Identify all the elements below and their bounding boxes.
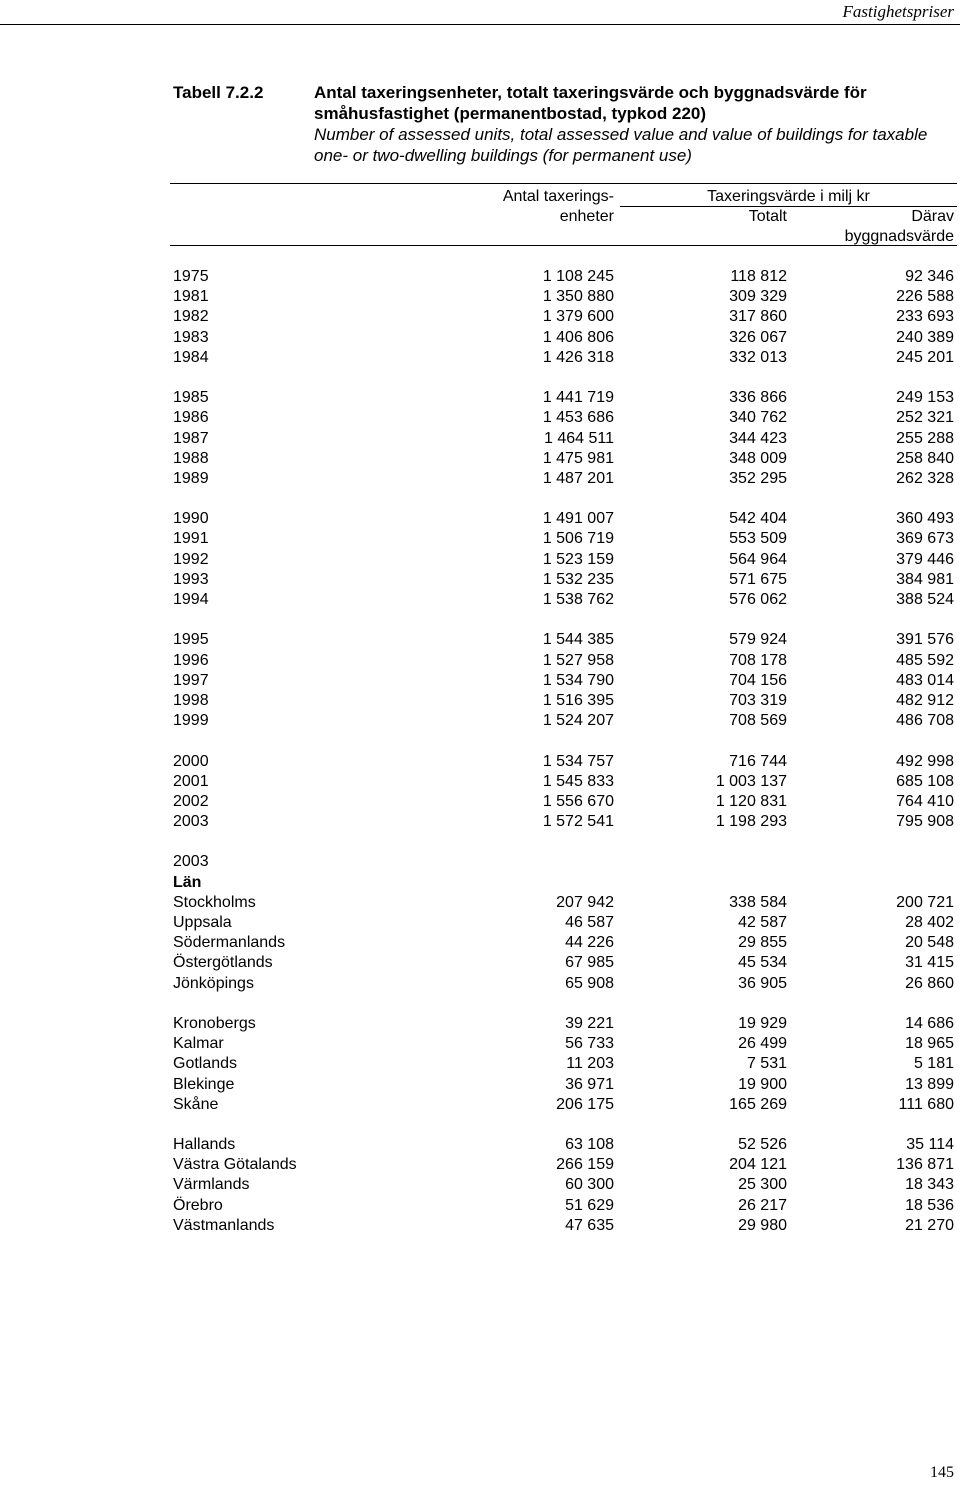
units-cell: 1 379 600 — [542, 308, 614, 326]
value-group-rule — [620, 206, 957, 207]
table-body — [0, 267, 960, 1236]
buildings-value-cell: 249 153 — [896, 389, 954, 407]
row-label: Län — [173, 873, 202, 891]
buildings-value-cell: 233 693 — [896, 308, 954, 326]
table-row — [0, 1075, 960, 1095]
units-cell: 63 108 — [565, 1136, 614, 1154]
table-row — [0, 893, 960, 913]
row-label: 1986 — [173, 409, 209, 427]
total-value-cell: 45 534 — [738, 954, 787, 972]
table-title — [314, 82, 959, 166]
table-row — [0, 388, 960, 408]
page-number: 145 — [930, 1464, 954, 1481]
row-label: 1996 — [173, 651, 209, 669]
row-label: 1989 — [173, 469, 209, 487]
row-label: Värmlands — [173, 1176, 250, 1194]
row-label: Stockholms — [173, 893, 256, 911]
table-row — [0, 408, 960, 428]
units-cell: 11 203 — [566, 1055, 614, 1073]
row-label: Blekinge — [173, 1075, 235, 1093]
table-row — [0, 469, 960, 489]
table-row — [0, 630, 960, 650]
total-value-cell: 118 812 — [730, 268, 787, 285]
units-cell: 44 226 — [565, 934, 614, 952]
units-cell: 46 587 — [565, 914, 614, 931]
row-label: 2002 — [173, 792, 209, 810]
table-row — [0, 429, 960, 449]
buildings-value-cell: 92 346 — [905, 268, 954, 285]
total-value-cell: 1 003 137 — [715, 772, 787, 790]
buildings-value-cell: 483 014 — [896, 671, 954, 689]
table-header-bottom-rule — [170, 245, 957, 246]
units-cell: 56 733 — [565, 1035, 614, 1053]
units-cell: 1 406 806 — [542, 328, 614, 346]
table-row — [0, 1054, 960, 1074]
row-label: Västra Götalands — [173, 1156, 297, 1174]
units-cell: 266 159 — [556, 1156, 614, 1174]
total-value-cell: 338 584 — [729, 893, 787, 911]
total-value-cell: 579 924 — [729, 631, 787, 649]
table-row — [0, 711, 960, 731]
row-label: Kronobergs — [173, 1014, 256, 1032]
units-cell: 47 635 — [565, 1216, 614, 1234]
row-label: 1975 — [173, 268, 209, 285]
title-swedish: Antal taxeringsenheter, totalt taxeringsvärde och byggnadsvärde för småhusfastighet (permanentbostad, typkod 220) — [314, 83, 867, 123]
total-value-cell: 204 121 — [729, 1156, 787, 1174]
units-cell: 1 544 385 — [542, 631, 614, 649]
total-value-cell: 29 980 — [738, 1216, 787, 1234]
total-value-cell: 326 067 — [729, 328, 787, 346]
units-cell: 39 221 — [565, 1014, 614, 1032]
table-row — [0, 651, 960, 671]
row-label: Skåne — [173, 1095, 219, 1113]
units-cell: 1 350 880 — [542, 288, 614, 306]
units-cell: 206 175 — [556, 1095, 614, 1113]
units-cell: 60 300 — [565, 1176, 614, 1194]
buildings-value-cell: 369 673 — [896, 530, 954, 548]
total-value-cell: 576 062 — [729, 591, 787, 608]
buildings-value-cell: 5 181 — [913, 1055, 954, 1073]
row-label: Uppsala — [173, 914, 232, 931]
buildings-value-cell: 26 860 — [905, 974, 954, 992]
buildings-value-cell: 486 708 — [896, 712, 954, 730]
total-value-cell: 564 964 — [729, 550, 787, 568]
table-top-rule — [170, 183, 957, 184]
buildings-value-cell: 379 446 — [896, 550, 954, 568]
table-row — [0, 1014, 960, 1034]
table-row — [0, 974, 960, 994]
buildings-value-cell: 18 965 — [905, 1035, 954, 1053]
row-label: 1987 — [173, 429, 209, 447]
buildings-value-cell: 482 912 — [896, 691, 954, 709]
row-label: Södermanlands — [173, 934, 286, 952]
units-cell: 1 491 007 — [542, 510, 614, 528]
units-header-line1: Antal taxerings- — [502, 188, 614, 205]
total-value-cell: 708 178 — [729, 651, 787, 669]
units-header-line2: enheter — [559, 208, 614, 225]
units-cell: 1 524 207 — [542, 712, 614, 730]
total-value-cell: 7 531 — [746, 1055, 787, 1073]
buildings-value-cell: 492 998 — [896, 752, 954, 770]
running-header: Fastighetspriser — [842, 2, 954, 21]
table-row — [0, 913, 960, 933]
buildings-value-cell: 226 588 — [896, 288, 954, 306]
units-cell: 1 523 159 — [542, 550, 614, 568]
table-row — [0, 307, 960, 327]
row-label: Gotlands — [173, 1055, 238, 1073]
buildings-value-cell: 255 288 — [896, 429, 954, 447]
total-value-cell: 29 855 — [738, 934, 787, 952]
total-value-cell: 332 013 — [729, 348, 787, 366]
buildings-value-cell: 485 592 — [896, 651, 954, 669]
row-label: 1984 — [173, 348, 209, 366]
row-label: 2000 — [173, 752, 209, 770]
table-row — [0, 1175, 960, 1195]
table-row — [0, 852, 960, 872]
row-label: 1994 — [173, 591, 209, 608]
row-label: 1993 — [173, 570, 209, 588]
row-label: Jönköpings — [173, 974, 254, 992]
total-value-cell: 26 217 — [738, 1196, 787, 1214]
units-cell: 1 532 235 — [542, 570, 614, 588]
row-label: Östergötlands — [173, 954, 273, 972]
total-value-cell: 25 300 — [738, 1176, 787, 1194]
units-cell: 1 538 762 — [542, 591, 614, 608]
units-cell: 1 464 511 — [544, 429, 614, 447]
buildings-value-cell: 28 402 — [905, 914, 954, 931]
buildings-header-line2: byggnadsvärde — [844, 228, 954, 245]
row-label: 1983 — [173, 328, 209, 346]
row-label: 1998 — [173, 691, 209, 709]
total-value-cell: 571 675 — [729, 570, 787, 588]
total-value-cell: 716 744 — [729, 752, 787, 770]
table-row — [0, 449, 960, 469]
row-label: 1991 — [173, 530, 209, 548]
units-cell: 51 629 — [565, 1196, 614, 1214]
total-value-cell: 703 319 — [729, 691, 787, 709]
total-value-cell: 42 587 — [738, 914, 787, 931]
units-cell: 1 426 318 — [542, 348, 614, 366]
table-row — [0, 529, 960, 549]
table-id: Tabell 7.2.2 — [173, 83, 264, 102]
buildings-value-cell: 21 270 — [905, 1216, 954, 1234]
total-value-cell: 26 499 — [738, 1035, 787, 1053]
buildings-value-cell: 111 680 — [898, 1095, 954, 1113]
total-value-cell: 19 929 — [738, 1014, 787, 1032]
row-label: Örebro — [173, 1196, 223, 1214]
table-row — [0, 752, 960, 772]
table-row — [0, 671, 960, 691]
table-row — [0, 691, 960, 711]
units-cell: 1 453 686 — [542, 409, 614, 427]
units-cell: 1 545 833 — [542, 772, 614, 790]
row-label: 1988 — [173, 449, 209, 467]
row-label: 1985 — [173, 389, 209, 407]
units-cell: 207 942 — [556, 893, 614, 911]
row-label: 2003 — [173, 813, 209, 831]
table-row — [0, 1216, 960, 1236]
total-value-cell: 542 404 — [729, 510, 787, 528]
table-row — [0, 348, 960, 368]
total-value-cell: 19 900 — [738, 1075, 787, 1093]
buildings-value-cell: 262 328 — [896, 469, 954, 487]
total-value-cell: 309 329 — [729, 288, 787, 306]
row-label: Kalmar — [173, 1035, 224, 1053]
table-row — [0, 1135, 960, 1155]
units-cell: 1 516 395 — [542, 691, 614, 709]
table-row — [0, 953, 960, 973]
total-value-cell: 348 009 — [729, 449, 787, 467]
total-value-cell: 553 509 — [729, 530, 787, 548]
buildings-value-cell: 360 493 — [896, 510, 954, 528]
table-row — [0, 570, 960, 590]
buildings-header-line1: Därav — [911, 208, 954, 225]
buildings-value-cell: 795 908 — [896, 813, 954, 831]
row-label: 1992 — [173, 550, 209, 568]
row-label: 1981 — [173, 288, 209, 306]
buildings-value-cell: 384 981 — [896, 570, 954, 588]
table-row — [0, 933, 960, 953]
total-value-cell: 317 860 — [729, 308, 787, 326]
buildings-value-cell: 35 114 — [906, 1136, 954, 1154]
table-row — [0, 550, 960, 570]
buildings-value-cell: 764 410 — [896, 792, 954, 810]
table-row — [0, 287, 960, 307]
table-row — [0, 590, 960, 610]
buildings-value-cell: 200 721 — [896, 893, 954, 911]
buildings-value-cell: 245 201 — [896, 348, 954, 366]
buildings-value-cell: 136 871 — [896, 1156, 954, 1174]
buildings-value-cell: 18 536 — [905, 1196, 954, 1214]
units-cell: 1 487 201 — [542, 469, 614, 487]
buildings-value-cell: 20 548 — [905, 934, 954, 952]
units-cell: 67 985 — [565, 954, 614, 972]
table-row — [0, 1155, 960, 1175]
row-label: 1982 — [173, 308, 209, 326]
table-row — [0, 509, 960, 529]
header-rule — [0, 24, 960, 25]
units-cell: 1 534 757 — [542, 752, 614, 770]
total-value-cell: 336 866 — [729, 389, 787, 407]
buildings-value-cell: 14 686 — [905, 1014, 954, 1032]
total-value-cell: 340 762 — [729, 409, 787, 427]
row-label: Västmanlands — [173, 1216, 275, 1234]
total-value-cell: 352 295 — [729, 469, 787, 487]
total-header: Totalt — [748, 208, 787, 225]
units-cell: 1 475 981 — [542, 449, 614, 467]
units-cell: 1 527 958 — [542, 651, 614, 669]
units-cell: 1 441 719 — [542, 389, 614, 407]
total-value-cell: 708 569 — [729, 712, 787, 730]
table-row — [0, 267, 960, 287]
table-row — [0, 1034, 960, 1054]
units-cell: 1 572 541 — [542, 813, 614, 831]
units-cell: 1 556 670 — [542, 792, 614, 810]
buildings-value-cell: 13 899 — [905, 1075, 954, 1093]
buildings-value-cell: 685 108 — [896, 772, 954, 790]
row-label: 1990 — [173, 510, 209, 528]
table-row — [0, 1095, 960, 1115]
units-cell: 65 908 — [565, 974, 614, 992]
table-row — [0, 772, 960, 792]
row-label: 2003 — [173, 853, 209, 871]
buildings-value-cell: 252 321 — [896, 409, 954, 427]
title-english: Number of assessed units, total assessed value and value of buildings for taxable one- or two-dwelling buildings (for permanent use) — [314, 125, 928, 165]
total-value-cell: 52 526 — [738, 1136, 787, 1154]
buildings-value-cell: 240 389 — [896, 328, 954, 346]
row-label: 1997 — [173, 671, 209, 689]
total-value-cell: 704 156 — [729, 671, 787, 689]
units-cell: 36 971 — [565, 1075, 614, 1093]
total-value-cell: 36 905 — [738, 974, 787, 992]
units-cell: 1 108 245 — [542, 268, 614, 285]
buildings-value-cell: 388 524 — [896, 591, 954, 608]
total-value-cell: 344 423 — [729, 429, 787, 447]
units-cell: 1 534 790 — [542, 671, 614, 689]
row-label: 1999 — [173, 712, 209, 730]
table-row — [0, 328, 960, 348]
buildings-value-cell: 391 576 — [896, 631, 954, 649]
total-value-cell: 165 269 — [729, 1095, 787, 1113]
table-row — [0, 1196, 960, 1216]
row-label: Hallands — [173, 1136, 236, 1154]
table-row — [0, 812, 960, 832]
total-value-cell: 1 198 293 — [715, 813, 787, 831]
total-value-cell: 1 120 831 — [715, 792, 787, 810]
table-row — [0, 792, 960, 812]
row-label: 1995 — [173, 631, 209, 649]
buildings-value-cell: 18 343 — [905, 1176, 954, 1194]
buildings-value-cell: 258 840 — [896, 449, 954, 467]
units-cell: 1 506 719 — [542, 530, 614, 548]
value-group-header: Taxeringsvärde i milj kr — [707, 188, 870, 205]
table-row — [0, 873, 960, 893]
row-label: 2001 — [173, 772, 209, 790]
buildings-value-cell: 31 415 — [905, 954, 954, 972]
